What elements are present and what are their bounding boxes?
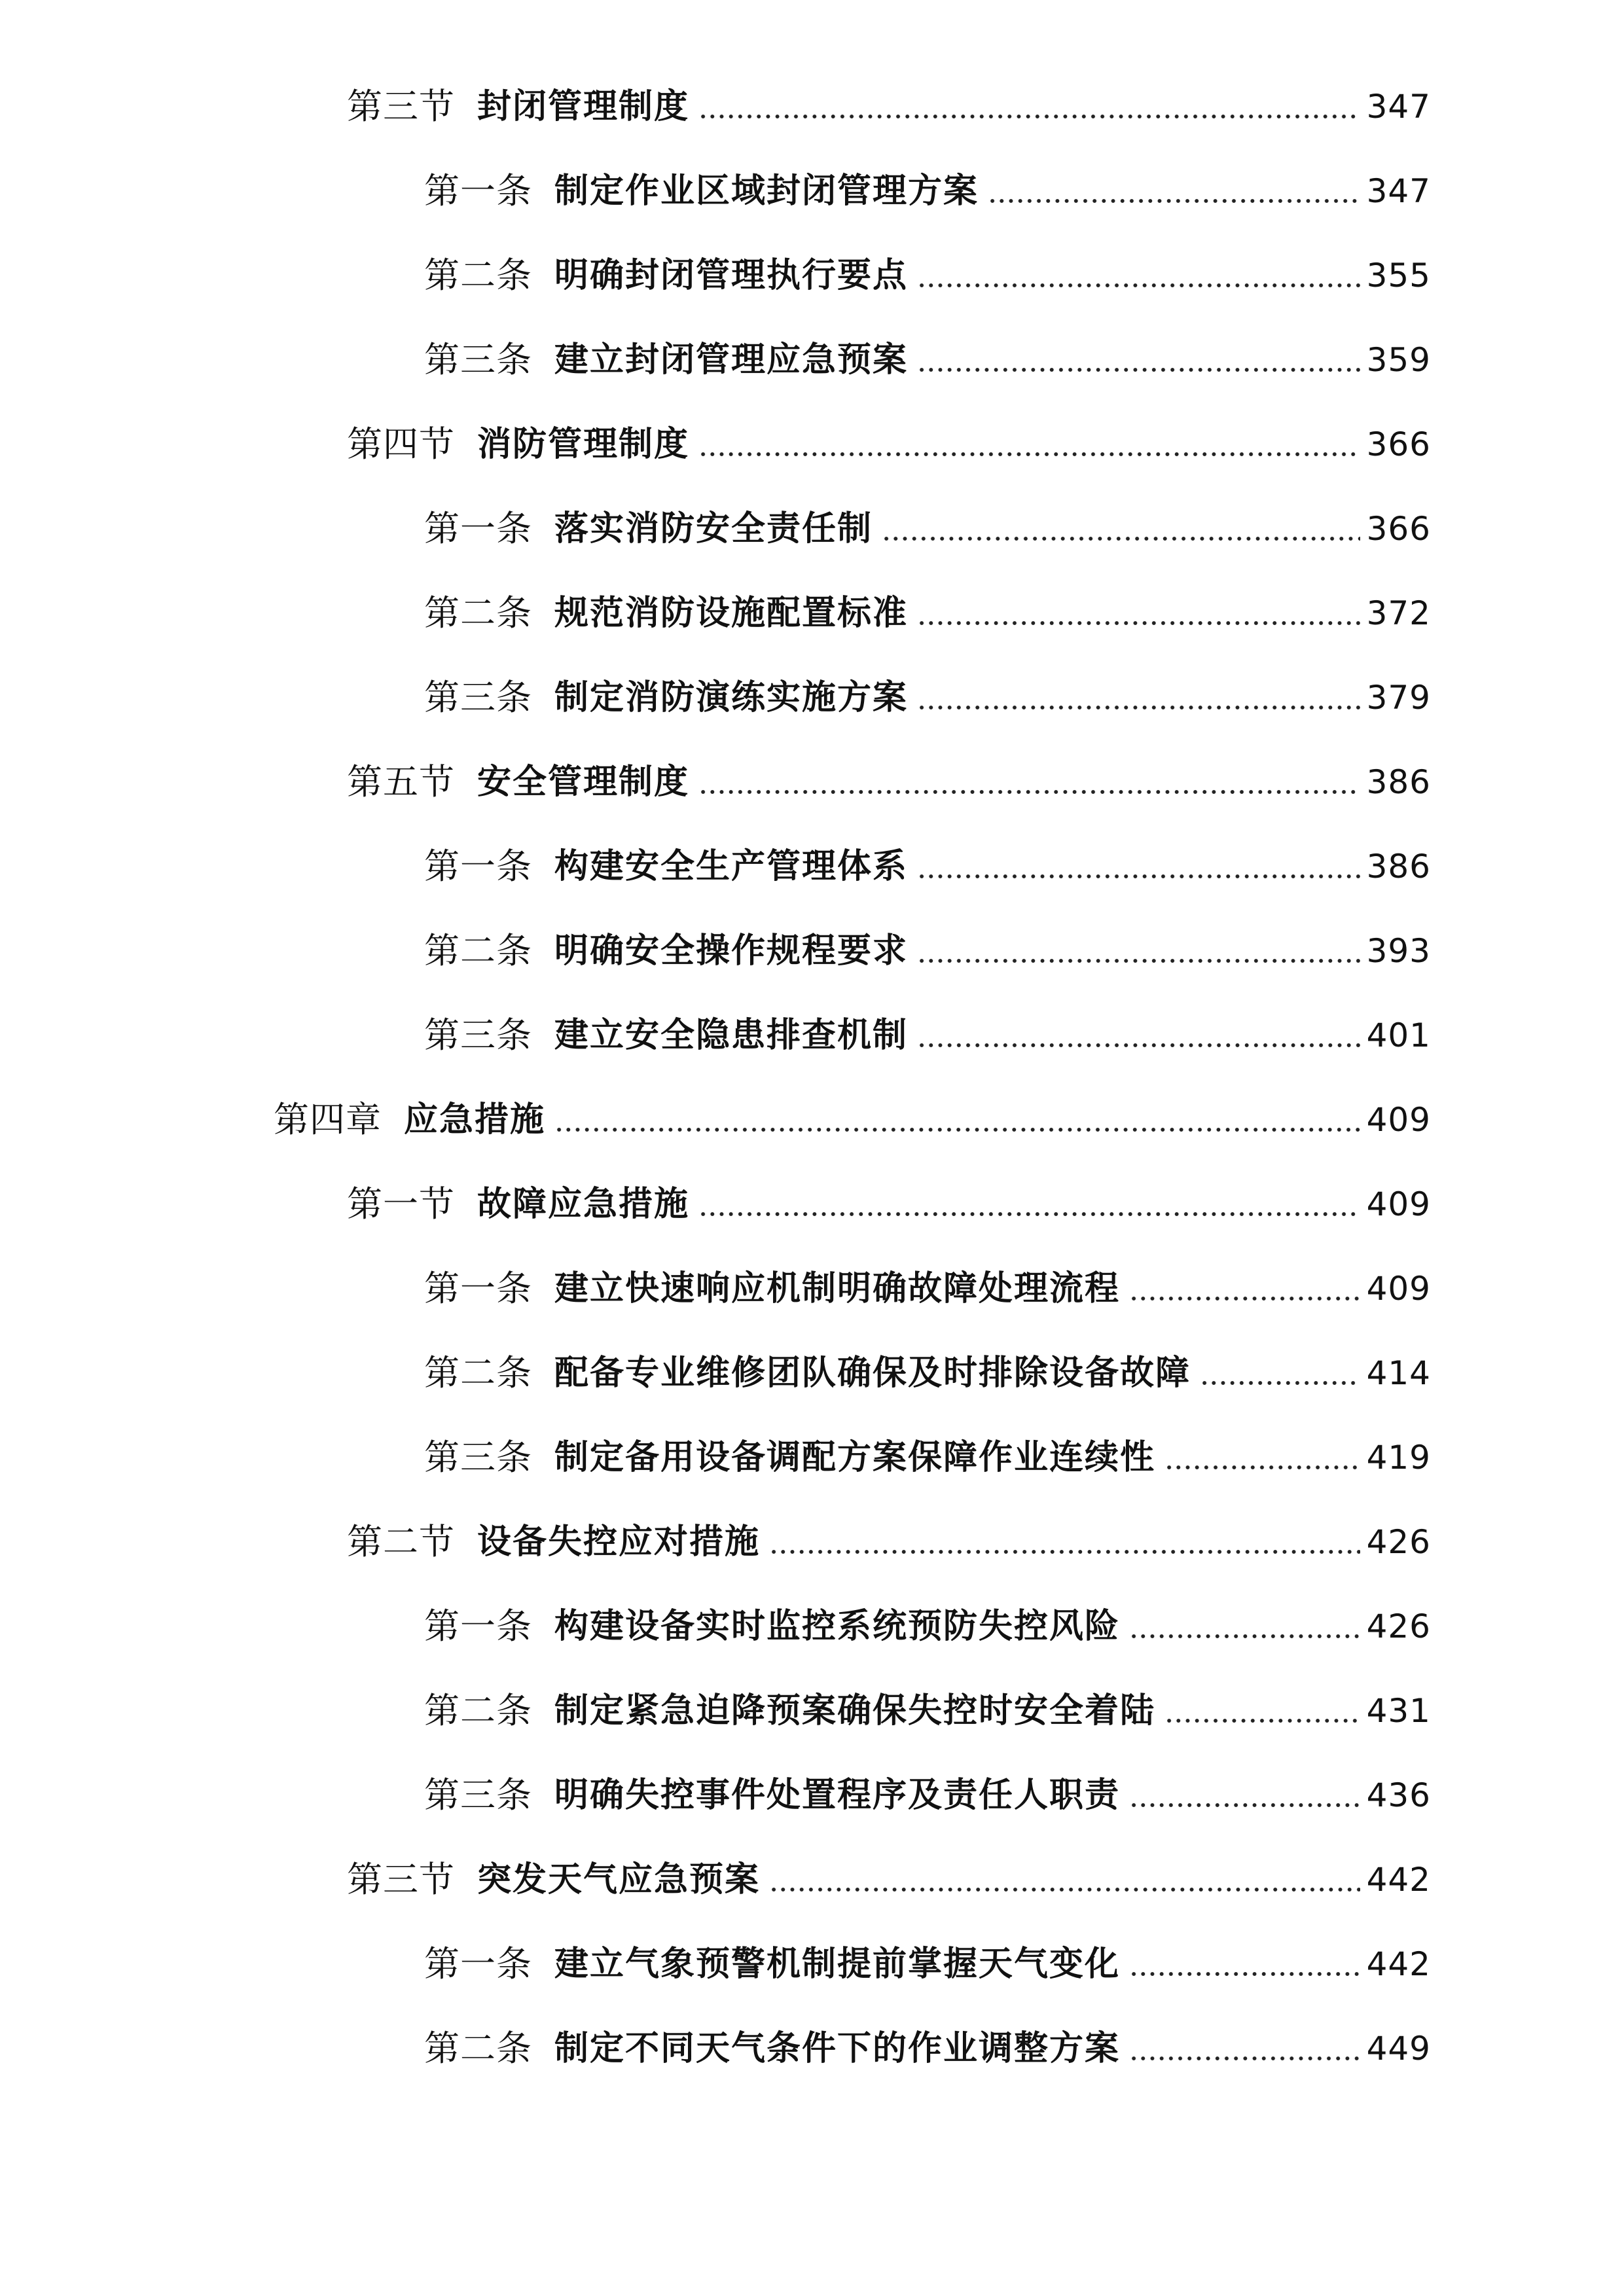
toc-entry-label: 第一条 <box>424 1605 532 1647</box>
dot-leader <box>1129 2056 1360 2060</box>
toc-entry-section[interactable] <box>347 74 1431 139</box>
toc-entry-article[interactable] <box>424 243 1431 308</box>
toc-entry-label: 第三条 <box>424 1014 532 1056</box>
toc-entry-page-number: 409 <box>1366 1185 1431 1223</box>
toc-entry-page-number: 386 <box>1366 763 1431 801</box>
dot-leader <box>698 115 1360 118</box>
toc-entry-section[interactable] <box>347 1847 1431 1912</box>
toc-entry-article[interactable] <box>424 1594 1431 1659</box>
dot-leader <box>1129 1634 1360 1638</box>
toc-entry-page-number: 409 <box>1366 1101 1431 1139</box>
toc-entry-title: 明确封闭管理执行要点 <box>554 256 909 295</box>
toc-entry-article[interactable] <box>424 834 1431 899</box>
toc-entry-label: 第二条 <box>424 592 532 634</box>
toc-entry-label: 第二条 <box>424 930 532 971</box>
toc-entry-label: 第二条 <box>424 1352 532 1393</box>
toc-entry-article[interactable] <box>424 1256 1431 1321</box>
dot-leader <box>698 452 1360 456</box>
toc-entry-article[interactable] <box>424 158 1431 224</box>
toc-entry-page-number: 401 <box>1366 1016 1431 1054</box>
toc-entry-label: 第一节 <box>347 1183 455 1225</box>
toc-entry-article[interactable] <box>424 1003 1431 1068</box>
dot-leader <box>988 199 1360 203</box>
toc-entry-article[interactable] <box>424 1678 1431 1744</box>
toc-entry-title: 制定消防演练实施方案 <box>554 678 909 717</box>
toc-entry-article[interactable] <box>424 918 1431 984</box>
toc-entry-title: 建立气象预警机制提前掌握天气变化 <box>554 1945 1121 1984</box>
dot-leader <box>1164 1719 1360 1723</box>
toc-entry-title: 消防管理制度 <box>477 425 690 464</box>
dot-leader <box>769 1550 1360 1554</box>
toc-entry-page-number: 347 <box>1366 172 1431 210</box>
toc-entry-page-number: 393 <box>1366 932 1431 970</box>
toc-entry-title: 故障应急措施 <box>477 1185 690 1224</box>
toc-entry-label: 第四章 <box>274 1099 382 1140</box>
toc-entry-page-number: 426 <box>1366 1607 1431 1645</box>
toc-entry-page-number: 386 <box>1366 848 1431 886</box>
toc-entry-article[interactable] <box>424 1340 1431 1406</box>
toc-entry-title: 应急措施 <box>404 1100 546 1139</box>
toc-entry-title: 设备失控应对措施 <box>477 1522 761 1562</box>
toc-entry-label: 第一条 <box>424 508 532 549</box>
toc-entry-title: 建立安全隐患排查机制 <box>554 1016 909 1055</box>
dot-leader <box>917 1043 1360 1047</box>
toc-entry-title: 制定备用设备调配方案保障作业连续性 <box>554 1438 1156 1477</box>
toc-entry-page-number: 449 <box>1366 2030 1431 2068</box>
toc-entry-page-number: 366 <box>1366 510 1431 548</box>
toc-entry-title: 封闭管理制度 <box>477 87 690 126</box>
toc-entry-label: 第二条 <box>424 2028 532 2069</box>
toc-entry-page-number: 355 <box>1366 257 1431 295</box>
toc-entry-label: 第三条 <box>424 1437 532 1478</box>
dot-leader <box>698 790 1360 794</box>
toc-entry-page-number: 372 <box>1366 594 1431 632</box>
toc-entry-title: 建立快速响应机制明确故障处理流程 <box>554 1269 1121 1308</box>
dot-leader <box>917 283 1360 287</box>
dot-leader <box>1200 1381 1360 1385</box>
toc-entry-label: 第三节 <box>347 1859 455 1900</box>
toc-entry-page-number: 442 <box>1366 1861 1431 1899</box>
toc-entry-label: 第四节 <box>347 423 455 465</box>
toc-entry-label: 第三节 <box>347 86 455 127</box>
toc-entry-section[interactable] <box>347 1172 1431 1237</box>
dot-leader <box>917 874 1360 878</box>
dot-leader <box>554 1128 1360 1132</box>
toc-entry-label: 第二条 <box>424 1690 532 1731</box>
dot-leader <box>917 368 1360 372</box>
toc-entry-page-number: 379 <box>1366 679 1431 717</box>
toc-entry-label: 第一条 <box>424 170 532 211</box>
dot-leader <box>769 1888 1360 1892</box>
toc-entry-title: 落实消防安全责任制 <box>554 509 873 548</box>
toc-entry-label: 第五节 <box>347 761 455 802</box>
toc-entry-page-number: 442 <box>1366 1945 1431 1983</box>
dot-leader <box>1164 1465 1360 1469</box>
dot-leader <box>1129 1972 1360 1976</box>
toc-entry-label: 第一条 <box>424 1268 532 1309</box>
dot-leader <box>917 706 1360 709</box>
toc-entry-label: 第三条 <box>424 1774 532 1816</box>
toc-entry-page-number: 426 <box>1366 1523 1431 1561</box>
toc-entry-title: 规范消防设施配置标准 <box>554 594 909 633</box>
toc-entry-page-number: 431 <box>1366 1692 1431 1730</box>
toc-entry-article[interactable] <box>424 327 1431 393</box>
toc-entry-title: 制定不同天气条件下的作业调整方案 <box>554 2029 1121 2068</box>
toc-entry-title: 突发天气应急预案 <box>477 1860 761 1899</box>
toc-entry-section[interactable] <box>347 412 1431 477</box>
toc-entry-label: 第三条 <box>424 339 532 380</box>
toc-entry-article[interactable] <box>424 581 1431 646</box>
toc-entry-label: 第一条 <box>424 1943 532 1984</box>
toc-entry-label: 第一条 <box>424 846 532 887</box>
dot-leader <box>917 959 1360 963</box>
toc-entry-page-number: 359 <box>1366 341 1431 379</box>
toc-entry-title: 明确安全操作规程要求 <box>554 931 909 971</box>
toc-entry-chapter[interactable] <box>274 1087 1431 1153</box>
toc-entry-page-number: 409 <box>1366 1270 1431 1308</box>
toc-entry-page-number: 436 <box>1366 1776 1431 1814</box>
dot-leader <box>698 1212 1360 1216</box>
toc-entry-title: 建立封闭管理应急预案 <box>554 340 909 380</box>
toc-entry-page-number: 414 <box>1366 1354 1431 1392</box>
toc-entry-title: 安全管理制度 <box>477 762 690 802</box>
toc-entry-label: 第二条 <box>424 255 532 296</box>
toc-entry-article[interactable] <box>424 2016 1431 2081</box>
toc-entry-page-number: 347 <box>1366 88 1431 126</box>
toc-entry-label: 第二节 <box>347 1521 455 1562</box>
toc-entry-article[interactable] <box>424 1425 1431 1490</box>
toc-entry-article[interactable] <box>424 665 1431 730</box>
toc-entry-title: 配备专业维修团队确保及时排除设备故障 <box>554 1354 1191 1393</box>
dot-leader <box>1129 1803 1360 1807</box>
toc-entry-section[interactable] <box>347 1509 1431 1575</box>
toc-entry-page-number: 366 <box>1366 425 1431 463</box>
toc-entry-article[interactable] <box>424 1931 1431 1997</box>
toc-entry-title: 明确失控事件处置程序及责任人职责 <box>554 1776 1121 1815</box>
toc-entry-page-number: 419 <box>1366 1439 1431 1477</box>
toc-entry-article[interactable] <box>424 1763 1431 1828</box>
toc-entry-title: 构建设备实时监控系统预防失控风险 <box>554 1607 1121 1646</box>
toc-entry-article[interactable] <box>424 496 1431 562</box>
toc-entry-section[interactable] <box>347 749 1431 815</box>
toc-entry-title: 制定紧急迫降预案确保失控时安全着陆 <box>554 1691 1156 1731</box>
dot-leader <box>882 537 1360 541</box>
dot-leader <box>917 621 1360 625</box>
toc-entry-label: 第三条 <box>424 677 532 718</box>
toc-entry-title: 制定作业区域封闭管理方案 <box>554 171 979 211</box>
dot-leader <box>1129 1297 1360 1300</box>
toc-entry-title: 构建安全生产管理体系 <box>554 847 909 886</box>
